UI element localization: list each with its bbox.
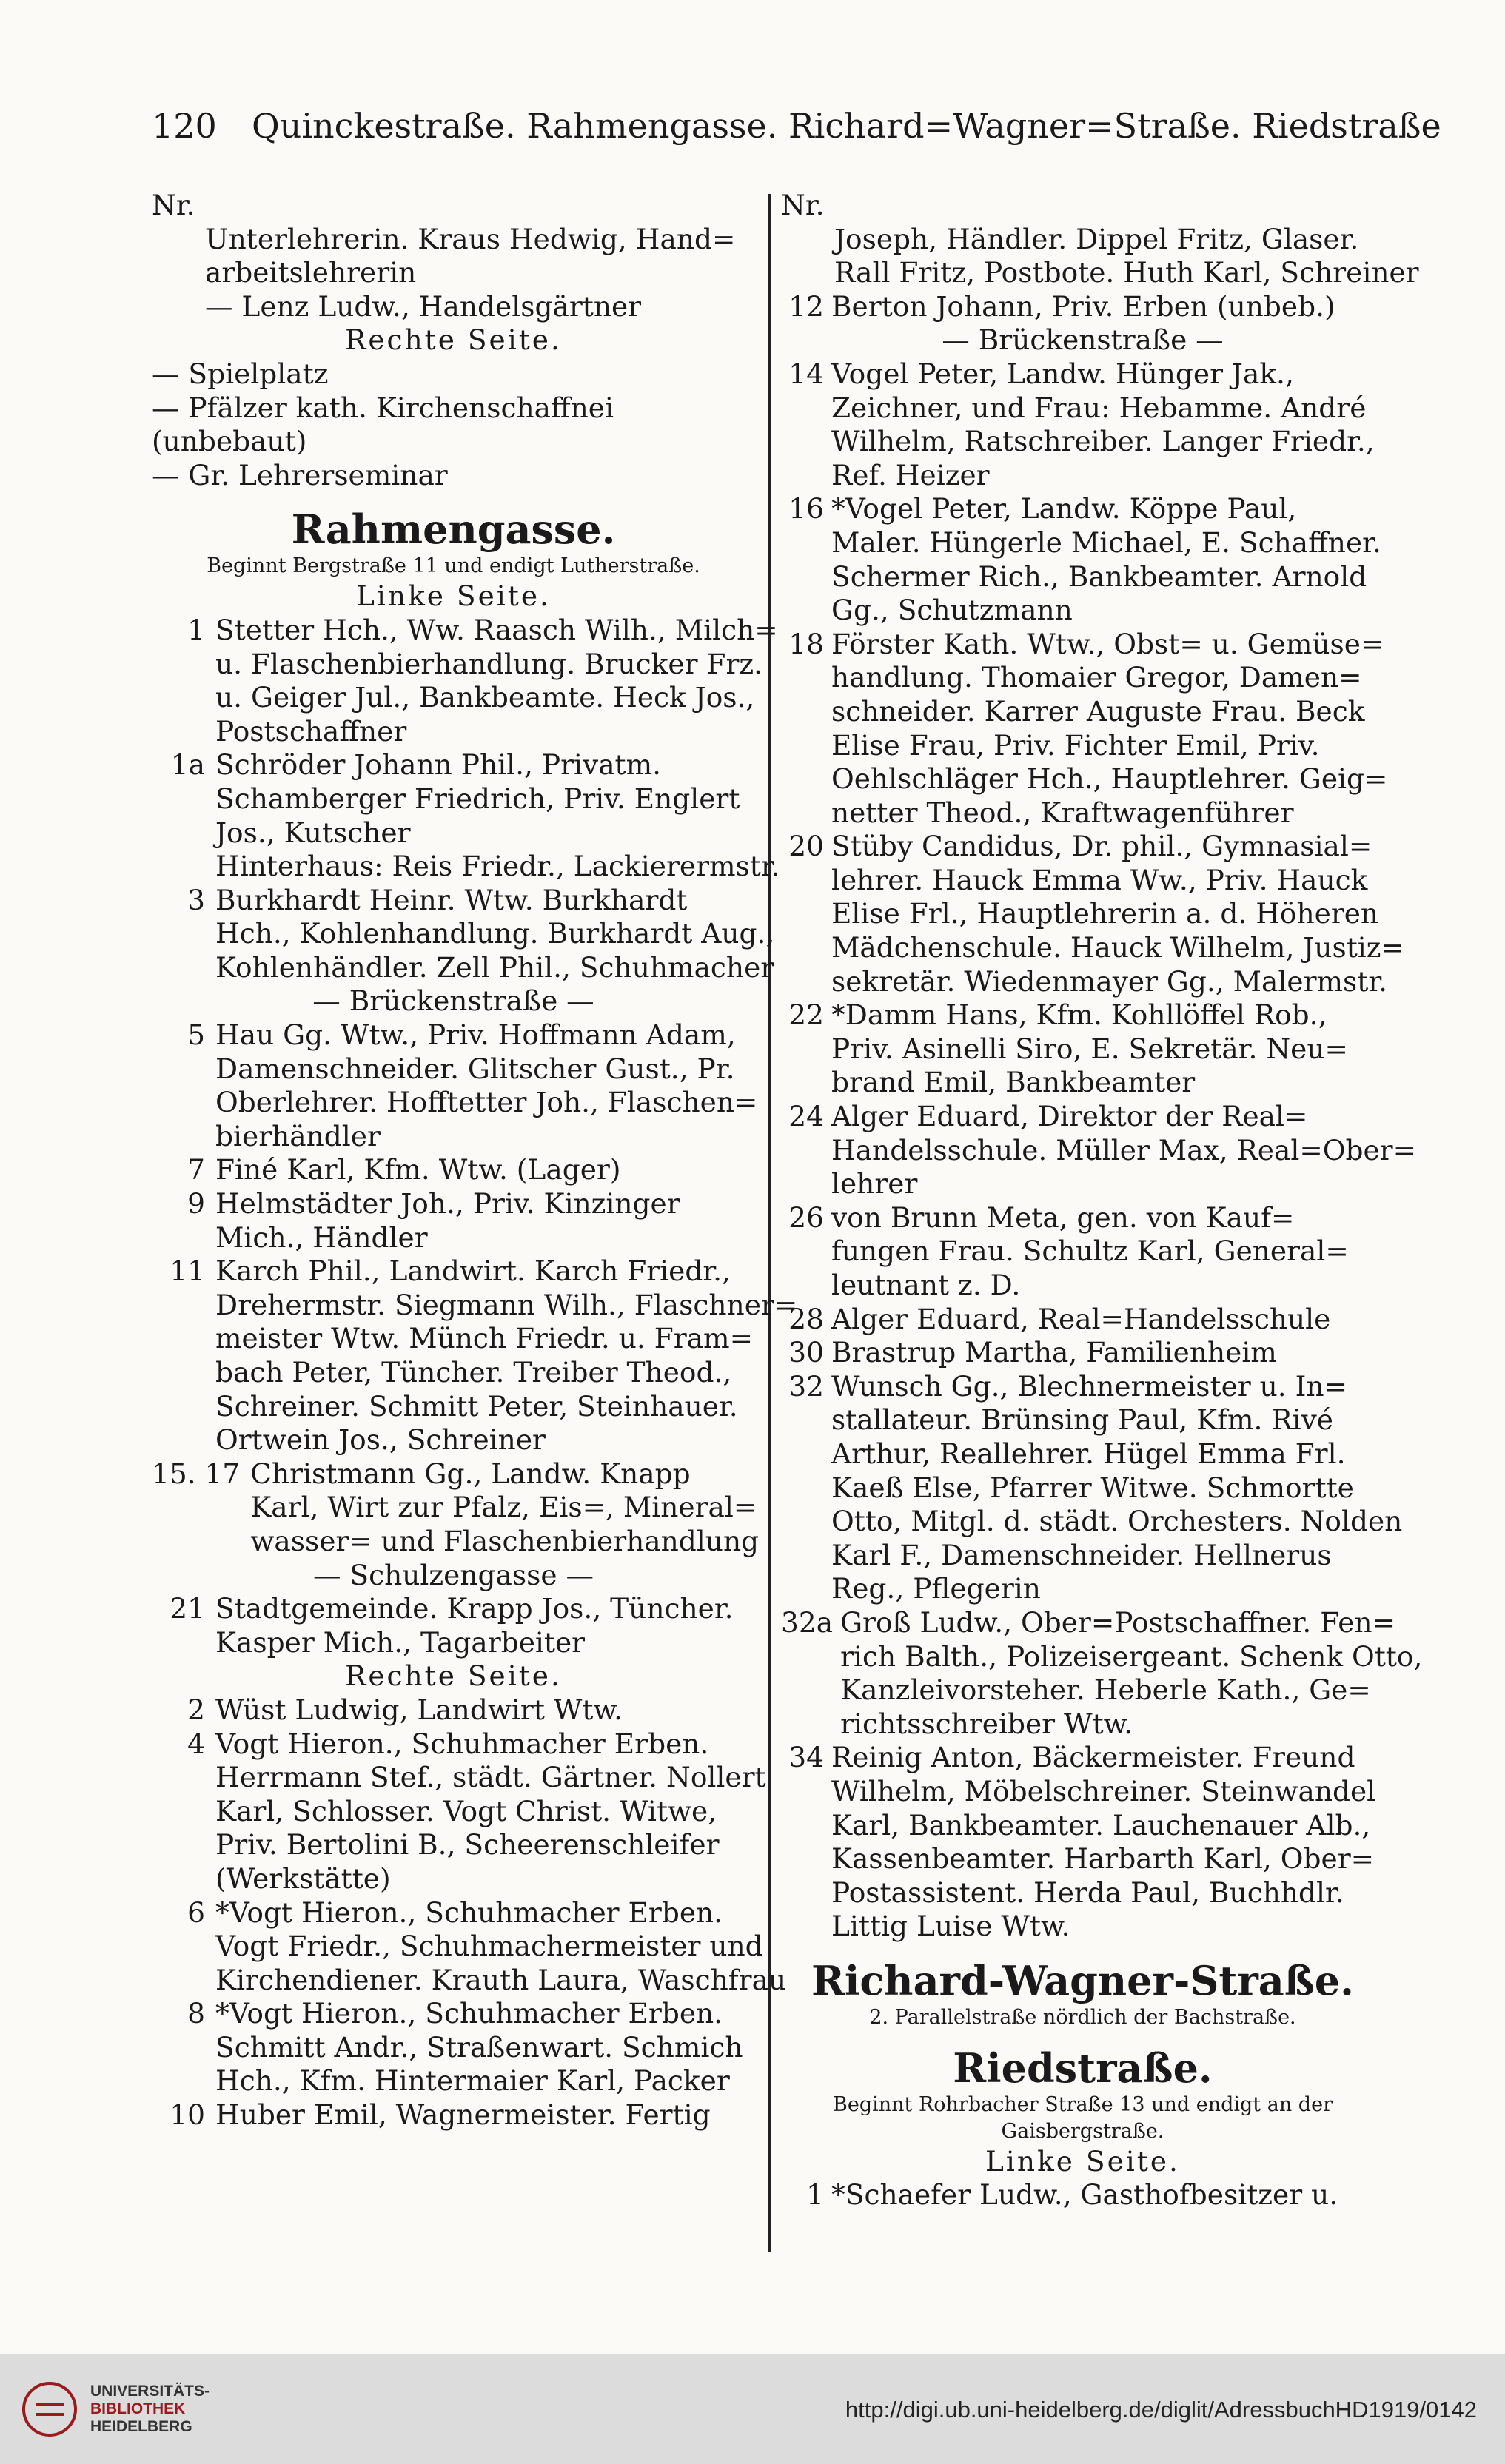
house-number: 9 [187,1187,205,1221]
directory-entry [781,2178,1384,2212]
directory-entry [781,998,1384,1100]
entry-text [831,492,1384,627]
entry-line: Ortwein Jos., Schreiner [215,1423,546,1457]
entry-line: Karl, Wirt zur Pfalz, Eis=, Mineral= [250,1491,757,1524]
entry-line: Vogel Peter, Landw. Hünger Jak., [831,357,1294,390]
entry-text [831,2178,1384,2212]
library-name [90,2383,210,2436]
entry-line: handlung. Thomaier Gregor, Damen= [831,661,1362,694]
house-number: 34 [788,1741,824,1774]
directory-entry [152,850,780,884]
entry-line: Kohlenhändler. Zell Phil., Schuhmacher [215,950,774,984]
entry-text [215,1153,755,1187]
cross-street: — Schulzengasse — [313,1558,594,1591]
entry-line: Gg., Schutzmann [831,594,1073,627]
entry-line: (Werkstätte) [215,1862,391,1895]
directory-entry [781,627,1388,830]
entry-text [215,1896,786,1998]
house-number: 28 [788,1302,824,1335]
house-number: 32 [788,1369,824,1403]
entry-line: Stetter Hch., Ww. Raasch Wilh., Milch= [215,613,778,646]
entry-line: Kanzleivorsteher. Heberle Kath., Ge= [840,1674,1371,1707]
entry-line: *Vogel Peter, Landw. Köppe Paul, [831,492,1297,526]
directory-entry [152,1727,766,1896]
library-logo [22,2382,210,2437]
entry-line: Karl F., Damenschneider. Hellnerus [831,1538,1332,1571]
entry-text [831,628,1387,830]
directory-entry [781,492,1384,627]
entry-line: Priv. Bertolini B., Scheerenschleifer [215,1828,720,1862]
entry-line: stallateur. Brünsing Paul, Kfm. Rivé [831,1403,1333,1437]
directory-entry [781,1741,1384,1944]
entry-line: Kassenbeamter. Harbarth Karl, Ober= [831,1842,1375,1876]
entry-line: Schmitt Andr., Straßenwart. Schmich [215,2030,743,2064]
house-number: 24 [788,1100,824,1133]
entry-line: bach Peter, Tüncher. Treiber Theod., [215,1356,732,1389]
entry-line: Hinterhaus: Reis Friedr., Lackierermstr. [215,850,780,883]
entry-line: Zeichner, und Frau: Hebamme. André [831,391,1367,424]
entry-text [840,1606,1422,1741]
directory-entry [781,830,1404,998]
house-number: 11 [170,1255,205,1288]
entry-line: Schermer Rich., Bankbeamter. Arnold [831,560,1367,593]
house-number: 30 [788,1336,824,1369]
entry-line: Stüby Candidus, Dr. phil., Gymnasial= [831,830,1372,863]
side-heading: Linke Seite. [356,580,551,613]
entry-text [831,1201,1384,1303]
house-number: 26 [788,1201,824,1234]
entry-list [781,290,1384,324]
street-subtitle: Gaisbergstraße. [1001,2119,1164,2143]
page-number: 120 [152,106,217,146]
continuation-block [152,223,755,324]
entry-line: Vogt Hieron., Schuhmacher Erben. [215,1727,709,1760]
entry-line: Handelsschule. Müller Max, Real=Ober= [831,1133,1417,1166]
entry-line: Reinig Anton, Bäckermeister. Freund [831,1741,1355,1774]
side-heading: Linke Seite. [985,2144,1180,2178]
directory-entry [781,1303,1384,1337]
entry-text [831,830,1404,998]
entry-line: Finé Karl, Kfm. Wtw. (Lager) [215,1153,621,1186]
house-number: 7 [187,1153,205,1186]
entry-line: leutnant z. D. [831,1269,1021,1301]
side-heading: Rechte Seite. [345,1659,562,1693]
house-number: 1 [187,613,205,646]
entry-line: wasser= und Flaschenbierhandlung [250,1524,760,1557]
entry-list [781,357,1423,1944]
entry-text [215,748,755,850]
library-seal-icon [22,2382,77,2437]
entry-text [215,614,778,748]
entry-line: Elise Frau, Priv. Fichter Emil, Priv. [831,728,1320,762]
entry-line: Kasper Mich., Tagarbeiter [215,1625,586,1659]
entry-line: Herrmann Stef., städt. Gärtner. Nollert [215,1761,766,1794]
entry-text [215,1187,755,1255]
entry-line: schneider. Karrer Auguste Frau. Beck [831,694,1365,728]
entry-line: Reg., Pflegerin [831,1572,1041,1605]
entry-text [831,1370,1402,1606]
entry-line: Postschaffner [215,714,407,748]
right-column [781,189,1423,2212]
entry-line: meister Wtw. Münch Friedr. u. Fram= [215,1322,754,1355]
footer-bar [0,2354,1505,2464]
entry-line: Förster Kath. Wtw., Obst= u. Gemüse= [831,627,1384,660]
directory-entry [781,1201,1384,1303]
entry-line: Hau Gg. Wtw., Priv. Hoffmann Adam, [215,1018,736,1052]
text-line: arbeitslehrerin [205,256,417,289]
directory-entry [152,1153,755,1187]
entry-line: Christmann Gg., Landw. Knapp [250,1457,691,1490]
entry-line: bierhändler [215,1119,381,1152]
entry-line: lehrer. Hauck Emma Ww., Priv. Hauck [831,863,1368,896]
left-column [152,189,798,2132]
entry-text [831,357,1384,492]
entry-line: Schröder Johann Phil., Privatm. [215,748,662,782]
entry-line: Karl, Schlosser. Vogt Christ. Witwe, [215,1794,717,1827]
directory-entry [152,2098,755,2132]
directory-entry [152,748,755,850]
entry-line: Schreiner. Schmitt Peter, Steinhauer. [215,1389,738,1423]
entry-text [215,1997,755,2098]
entry-text [831,1100,1416,1201]
entry-text [215,2098,755,2132]
house-number: 6 [187,1896,205,1929]
source-url-link[interactable]: http://digi.ub.uni-heidelberg.de/diglit/AdressbuchHD1919/0142 [845,2397,1477,2423]
entry-line: Kirchendiener. Krauth Laura, Waschfrau [215,1963,787,1996]
entry-line: Helmstädter Joh., Priv. Kinzinger [215,1187,680,1221]
entry-line: Groß Ludw., Ober=Postschaffner. Fen= [840,1605,1395,1639]
directory-entry [781,1369,1403,1606]
directory-entry [152,883,775,985]
entry-text [215,1255,797,1457]
text-line: Unterlehrerin. Kraus Hedwig, Hand= [205,222,736,255]
entry-line: Wüst Ludwig, Landwirt Wtw. [215,1693,623,1726]
entry-line: Hch., Kfm. Hintermaier Karl, Packer [215,2064,730,2098]
directory-entry [152,1457,760,1559]
house-number: 3 [187,883,205,916]
entry-text [215,850,780,884]
text-line: Rall Fritz, Postbote. Huth Karl, Schreiner [834,256,1419,289]
entry-line: u. Geiger Jul., Bankbeamte. Heck Jos., [215,681,755,714]
house-number [152,850,215,884]
entry-line: sekretär. Wiedenmayer Gg., Malermstr. [831,964,1388,998]
logo-line: HEIDELBERG [90,2418,192,2435]
logo-line: BIBLIOTHEK [90,2400,186,2417]
entry-line: von Brunn Meta, gen. von Kauf= [831,1201,1295,1234]
entry-line: Oehlschläger Hch., Hauptlehrer. Geig= [831,762,1388,796]
house-number: 14 [788,357,824,390]
house-number: 21 [170,1592,205,1625]
directory-entry [152,1896,787,1998]
street-heading-riedstrasse: Riedstraße. [953,2044,1213,2092]
entry-line: *Vogt Hieron., Schuhmacher Erben. [215,1896,723,1929]
cross-street: — Brückenstraße — [942,323,1224,357]
entry-line: Oberlehrer. Hofftetter Joh., Flaschen= [215,1086,758,1119]
house-number: 5 [187,1018,205,1052]
house-number: 22 [788,998,824,1032]
directory-entry [781,1100,1417,1201]
entry-line: Mädchenschule. Hauck Wilhelm, Justiz= [831,931,1404,964]
directory-entry [152,1997,755,2098]
entry-line: Stadtgemeinde. Krapp Jos., Tüncher. [215,1592,734,1625]
entry-text [215,1592,755,1659]
page-title: Quinckestraße. Rahmengasse. Richard=Wagner=Straße. Riedstraße [252,106,1441,146]
house-number: 20 [788,830,824,863]
entry-line: Elise Frl., Hauptlehrerin a. d. Höheren [831,897,1379,930]
entry-line: Burkhardt Heinr. Wtw. Burkhardt [215,883,688,916]
entry-line: Arthur, Reallehrer. Hügel Emma Frl. [831,1437,1346,1470]
entry-list [152,1592,755,1659]
entry-line: Karch Phil., Landwirt. Karch Friedr., [215,1255,731,1288]
directory-entry [781,290,1384,324]
entry-line: brand Emil, Bankbeamter [831,1066,1196,1099]
house-number: 2 [187,1693,205,1726]
entry-line: Ref. Heizer [831,458,990,491]
cross-street: — Brückenstraße — [312,984,594,1018]
logo-line: UNIVERSITÄTS- [90,2383,210,2400]
directory-entry [152,1255,798,1457]
entry-line: fungen Frau. Schultz Karl, General= [831,1235,1349,1268]
entry-text [215,884,774,985]
entry-line: netter Theod., Kraftwagenführer [831,796,1294,829]
continuation-block [781,222,1419,290]
directory-entry [152,613,778,748]
street-subtitle: 2. Parallelstraße nördlich der Bachstraße. [869,2005,1296,2029]
entry-text [215,1018,757,1153]
entry-line: Jos., Kutscher [215,816,411,849]
entry-line: Damenschneider. Glitscher Gust., Pr. [215,1052,735,1085]
entry-line: richtsschreiber Wtw. [840,1707,1133,1740]
directory-entry [152,1187,755,1255]
house-number: 12 [788,289,824,323]
house-number: 18 [788,627,824,660]
entry-line: Berton Johann, Priv. Erben (unbeb.) [831,289,1335,323]
street-subtitle: Beginnt Rohrbacher Straße 13 und endigt an der [833,2092,1333,2116]
text-line: — Pfälzer kath. Kirchenschaffnei [152,391,614,424]
house-number: 16 [788,492,824,526]
street-heading-rahmengasse: Rahmengasse. [291,506,616,554]
street-heading-richard-wagner: Richard-Wagner-Straße. [811,1956,1354,2004]
nr-label: Nr. [781,189,825,221]
house-number: 10 [170,2098,205,2132]
entry-line: Littig Luise Wtw. [831,1910,1070,1943]
entry-line: *Vogt Hieron., Schuhmacher Erben. [215,1997,723,2030]
entry-line: *Schaefer Ludw., Gasthofbesitzer u. [831,2178,1338,2212]
entry-list [781,2178,1384,2212]
directory-entry [152,1592,755,1659]
entry-text [250,1457,759,1559]
entry-line: Drehermstr. Siegmann Wilh., Flaschner= [215,1288,798,1321]
house-number: 1a [170,748,205,782]
entry-text [831,1336,1384,1370]
entry-line: lehrer [831,1167,918,1201]
entry-line: Wunsch Gg., Blechnermeister u. In= [831,1369,1348,1403]
entry-list [152,1018,798,1559]
directory-entry [781,1605,1423,1741]
entry-text [215,1693,755,1728]
entry-line: Wilhelm, Möbelschreiner. Steinwandel [831,1774,1376,1807]
entry-line: Otto, Mitgl. d. städt. Orchesters. Nolden [831,1505,1403,1538]
entry-line: Karl, Bankbeamter. Lauchenauer Alb., [831,1808,1371,1842]
entry-text [831,1303,1384,1337]
directory-entry [152,1018,758,1153]
house-number: 32a [781,1605,834,1639]
entry-list [152,613,780,985]
text-line: Joseph, Händler. Dippel Fritz, Glaser. [834,222,1359,255]
right-side-items [152,357,755,492]
entry-line: Postassistent. Herda Paul, Buchhdlr. [831,1876,1344,1909]
entry-line: Huber Emil, Wagnermeister. Fertig [215,2098,711,2132]
house-number: 4 [187,1727,205,1760]
entry-line: Wilhelm, Ratschreiber. Langer Friedr., [831,425,1375,458]
entry-line: Schamberger Friedrich, Priv. Englert [215,782,740,815]
entry-line: *Damm Hans, Kfm. Kohllöffel Rob., [831,998,1327,1032]
entry-line: Priv. Asinelli Siro, E. Sekretär. Neu= [831,1032,1348,1065]
entry-text [215,1728,766,1896]
entry-text [831,1741,1384,1944]
text-line: — Spielplatz [152,357,329,390]
house-number: 15. 17 [152,1457,241,1490]
entry-line: Brastrup Martha, Familienheim [831,1336,1277,1369]
text-line: (unbebaut) [152,425,307,458]
nr-label: Nr. [152,189,195,221]
street-subtitle: Beginnt Bergstraße 11 und endigt Lutherstraße. [207,554,700,578]
entry-line: Alger Eduard, Real=Handelsschule [831,1302,1331,1335]
text-line: — Lenz Ludw., Handelsgärtner [205,289,642,323]
entry-line: Alger Eduard, Direktor der Real= [831,1100,1308,1133]
side-heading: Rechte Seite. [345,323,562,357]
entry-text [831,290,1384,324]
entry-line: Mich., Händler [215,1221,428,1254]
house-number: 8 [187,1997,205,2030]
entry-text [831,998,1384,1100]
directory-entry [781,357,1384,492]
directory-entry [781,1336,1384,1370]
house-number: 1 [806,2178,824,2212]
entry-line: Maler. Hüngerle Michael, E. Schaffner. [831,526,1381,559]
entry-list [152,1693,787,2132]
entry-line: rich Balth., Polizeisergeant. Schenk Otto, [840,1639,1423,1673]
entry-line: Kaeß Else, Pfarrer Witwe. Schmortte [831,1471,1354,1504]
entry-line: Hch., Kohlenhandlung. Burkhardt Aug., [215,917,775,950]
entry-line: u. Flaschenbierhandlung. Brucker Frz. [215,647,763,680]
text-line: — Gr. Lehrerseminar [152,458,448,491]
directory-entry [152,1693,755,1728]
running-head [152,104,1441,148]
entry-line: Vogt Friedr., Schuhmachermeister und [215,1930,763,1963]
